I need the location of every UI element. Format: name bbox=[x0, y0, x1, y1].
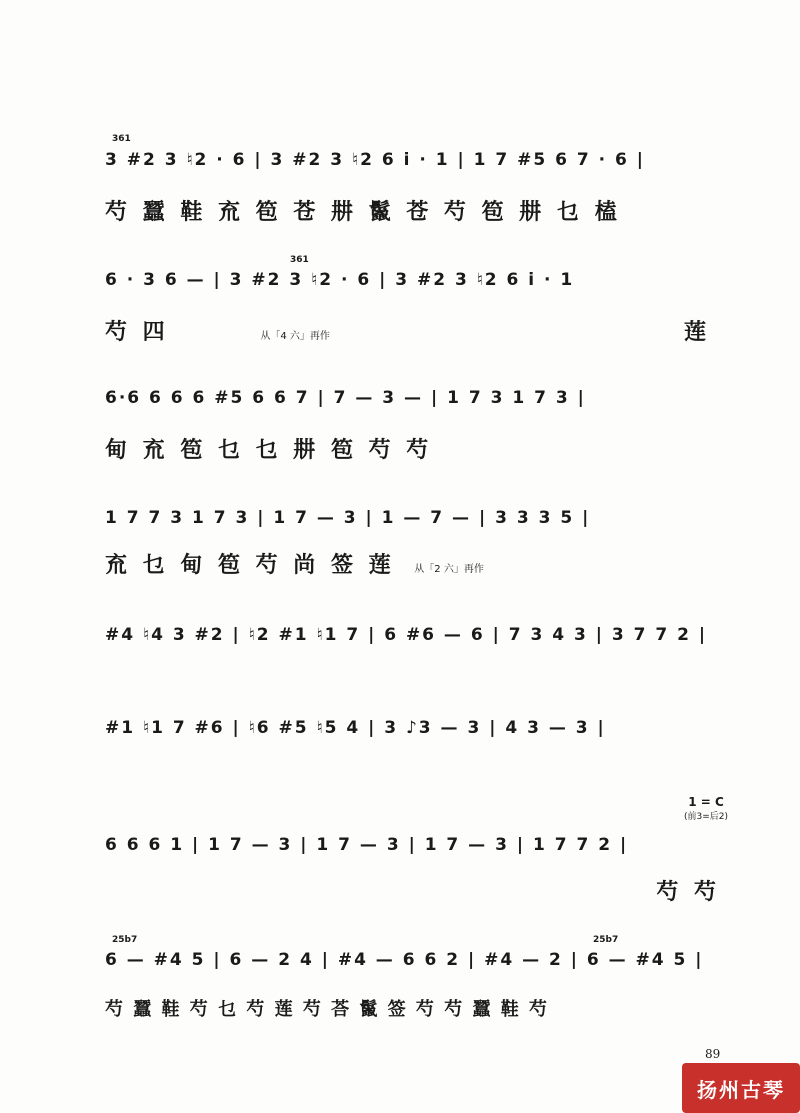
key-note: (前3=后2) bbox=[683, 812, 728, 822]
ornament-mark: 25b7 bbox=[593, 935, 619, 945]
tablature-row: 芍 蠶 鞋 芍 乜 芍 莲 芍 荅 鬣 签 芍 芍 蠶 鞋 芍 bbox=[105, 999, 549, 1020]
tablature-text-end: 莲 bbox=[683, 319, 710, 345]
key-line: 1 = C bbox=[688, 795, 724, 809]
tablature-row: 芍 芍 bbox=[656, 879, 720, 905]
page-number: 89 bbox=[705, 1047, 721, 1061]
repeat-note: 从「4 六」再作 bbox=[260, 331, 330, 342]
tablature-row bbox=[105, 315, 730, 355]
number-row: #1 ♮1 7 #6 | ♮6 #5 ♮5 4 | 3 ♪3 — 3 | 4 3 — 3 | bbox=[105, 718, 606, 738]
number-row: 3 #2 3 ♮2 · 6 | 3 #2 3 ♮2 6 i · 1 | 1 7 #5 6 7 · 6 | bbox=[105, 150, 645, 170]
number-row: 1 7 7 3 1 7 3 | 1 7 — 3 | 1 — 7 — | 3 3 3 5 | bbox=[105, 508, 591, 528]
tablature-row bbox=[105, 548, 730, 588]
tablature-row: 甸 㐬 笣 乜 乜 㐩 笣 芍 芍 bbox=[105, 437, 433, 463]
watermark-logo: 扬州古琴 bbox=[682, 1063, 800, 1113]
ornament-mark: 361 bbox=[112, 134, 131, 144]
tablature-text: 㐬 乜 甸 笣 芍 尚 签 莲 bbox=[105, 552, 395, 578]
number-row: #4 ♮4 3 #2 | ♮2 #1 ♮1 7 | 6 #6 — 6 | 7 3 4 3 | 3 7 7 2 | bbox=[105, 625, 708, 645]
number-row: 6 · 3 6 — | 3 #2 3 ♮2 · 6 | 3 #2 3 ♮2 6 i · 1 bbox=[105, 270, 575, 290]
number-row: 6 6 6 1 | 1 7 — 3 | 1 7 — 3 | 1 7 — 3 | 1 7 7 2 | bbox=[105, 835, 629, 855]
number-row: 6·6 6 6 6 #5 6 6 7 | 7 — 3 — | 1 7 3 1 7 3 | bbox=[105, 388, 586, 408]
repeat-note: 从「2 六」再作 bbox=[414, 564, 484, 575]
tablature-row: 芍 蠶 鞋 㐬 笣 苍 㐩 鬣 苍 芍 笣 㐩 乜 榼 bbox=[105, 199, 621, 225]
key-signature bbox=[684, 795, 728, 822]
ornament-mark: 361 bbox=[290, 255, 309, 265]
ornament-mark: 25b7 bbox=[112, 935, 138, 945]
tablature-text: 芍 四 bbox=[105, 319, 169, 345]
number-row: 6 — #4 5 | 6 — 2 4 | #4 — 6 6 2 | #4 — 2 | 6 — #4 5 | bbox=[105, 950, 704, 970]
